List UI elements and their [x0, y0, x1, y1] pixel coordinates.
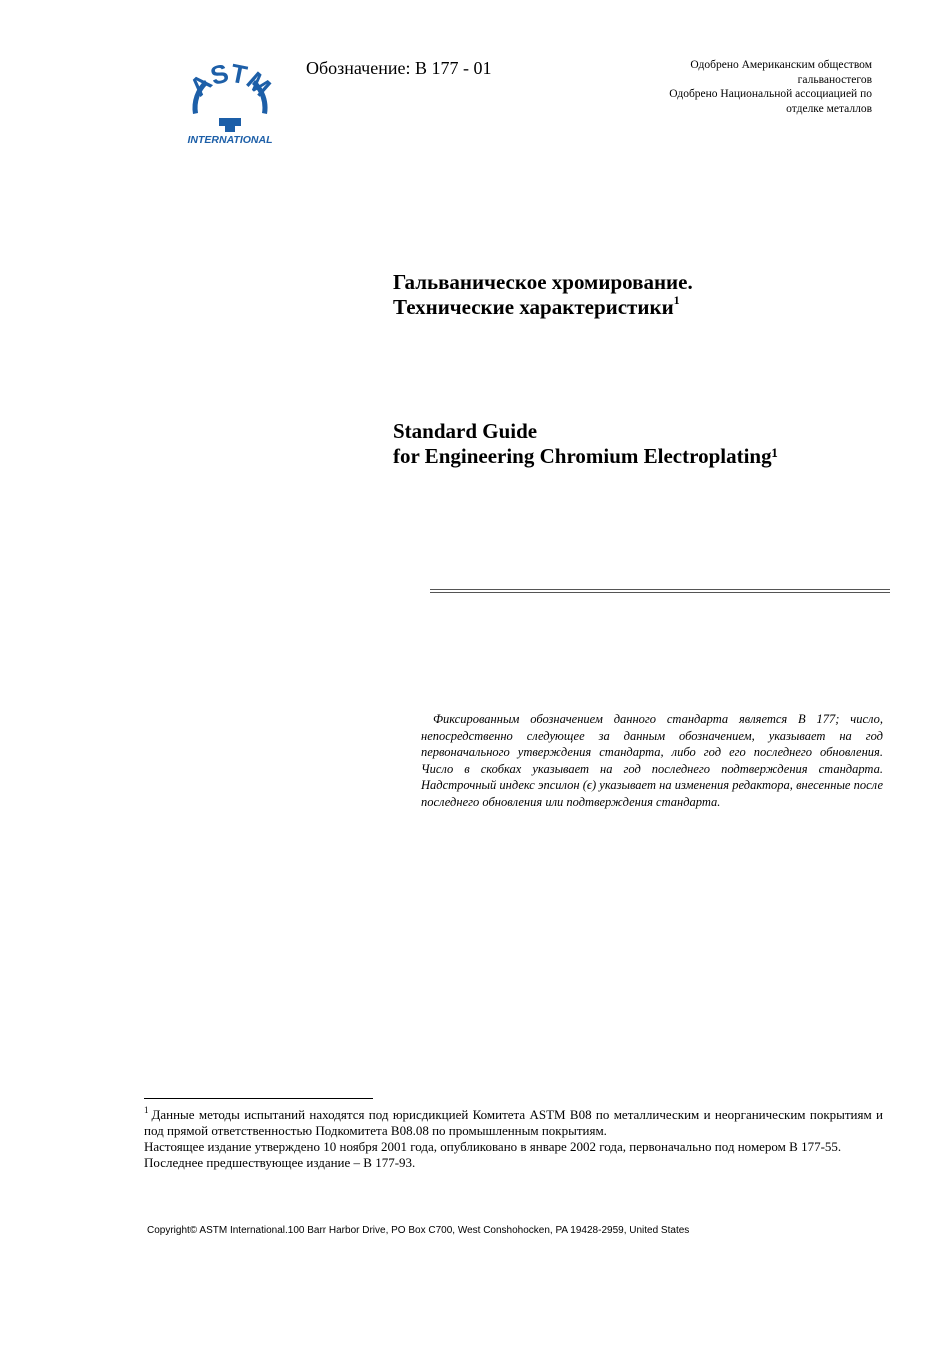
astm-logo	[183, 58, 277, 146]
footnote-line-2: Настоящее издание утверждено 10 ноября 2001 года, опубликовано в январе 2002 года, первоначально под номером B 177-55.	[144, 1139, 842, 1154]
approval-line: гальваностегов	[797, 73, 872, 86]
footnotes	[144, 1104, 883, 1171]
copyright-notice: Copyright© ASTM International.100 Barr Harbor Drive, PO Box C700, West Conshohocken, PA 19428-2959, United States	[147, 1225, 690, 1236]
title-ru-footnote-mark: 1	[673, 293, 680, 307]
designation: Обозначение: B 177 - 01	[306, 58, 492, 78]
title-ru-line2-text: Технические характеристики	[393, 295, 674, 319]
approval-line: отделке металлов	[786, 102, 872, 115]
rule-line-top	[430, 589, 890, 590]
svg-text:INTERNATIONAL: INTERNATIONAL	[187, 134, 273, 146]
title-ru-line2	[393, 295, 693, 320]
footnote-line-1	[144, 1104, 883, 1139]
svg-text:ASTM: ASTM	[183, 58, 277, 102]
title-russian	[393, 270, 693, 320]
approvals-block	[582, 58, 872, 116]
footnote-text-1: Данные методы испытаний находятся под юрисдикцией Комитета ASTM B08 по металлическим и неорганическим покрытиям и под прямой ответственностью Подкомитета B08.08 по промышленным покрытиям.	[144, 1107, 883, 1138]
designation-note: Фиксированным обозначением данного стандарта является B 177; число, непосредственно следующее за данным обозначением, указывает на год первоначального утверждения стандарта, либо год его последнего обновления. Число в скобках указывает на год последнего подтверждения стандарта. Надстрочный индекс эпсилон (ϵ) указывает на изменения редактора, внесенные после последнего обновления или подтверждения стандарта.	[421, 712, 883, 809]
title-en-line1: Standard Guide	[393, 419, 538, 443]
astm-logo-graphic	[183, 58, 277, 146]
approval-line: Одобрено Американским обществом	[690, 59, 872, 71]
title-en-line2-text: for Engineering Chromium Electroplating	[393, 444, 772, 468]
footnote-separator	[144, 1098, 373, 1099]
double-rule	[430, 589, 890, 595]
title-en-footnote-mark: ¹	[771, 444, 778, 468]
footnote-line-3: Последнее предшествующее издание – B 177-93.	[144, 1155, 416, 1170]
title-en-line2	[393, 444, 778, 469]
approval-line: Одобрено Национальной ассоциацией по	[669, 88, 872, 100]
title-english	[393, 419, 778, 469]
rule-line-bottom	[430, 592, 890, 593]
footnote-mark: 1	[144, 1104, 149, 1115]
title-ru-line1: Гальваническое хромирование.	[393, 270, 693, 294]
